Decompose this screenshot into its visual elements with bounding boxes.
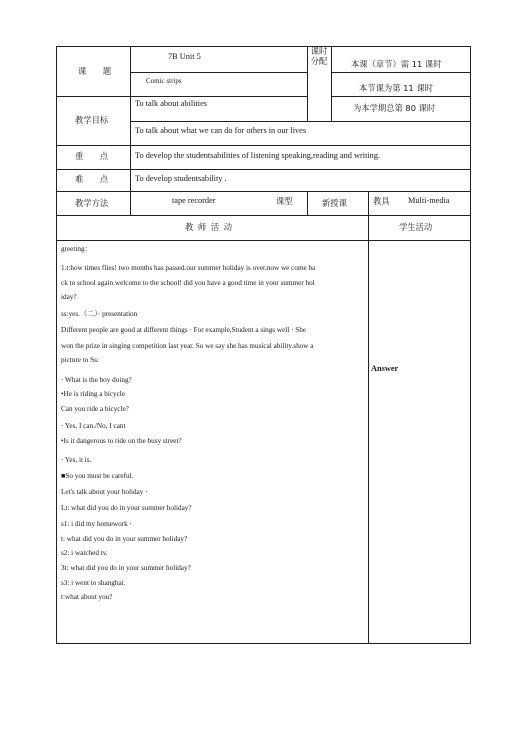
activity-line: Lt: what did you do in your summer holiday? — [61, 504, 192, 512]
table-border-bottom — [56, 643, 471, 644]
time-cell-current: 本节课为第 11 课时 — [359, 83, 433, 93]
activity-line: won the prize in singing competition last year. So we say she has musical ability.show a — [61, 342, 314, 350]
activity-line: ss:yes.（二）· presentation — [61, 310, 138, 318]
time-cell-total: 本课（章节）需 11 课时 — [351, 59, 442, 69]
activity-line: · Yes, I can./No, I cant — [61, 422, 126, 430]
teacher-activity-header: 教 师 活 动 — [185, 222, 234, 232]
table-border-left — [56, 46, 57, 644]
col-divider — [307, 46, 308, 122]
objectives-label: 教学目标 — [75, 115, 109, 125]
col-divider — [130, 46, 131, 216]
student-answer: Answer — [371, 364, 399, 373]
activity-line: ck to school again.welcome to the school! did you have a good time in your summer hol — [61, 279, 315, 287]
col-divider — [368, 191, 369, 644]
activity-line: Can you ride a bicycle? — [61, 405, 129, 413]
lesson-type-label: 课型 — [276, 196, 293, 206]
activity-line: · Yes, it is. — [61, 456, 92, 464]
row-divider — [331, 72, 471, 73]
difficulty-text: To develop studentsability . — [135, 174, 227, 183]
activity-line: 1.t:how times flies! two months has passed.our summer holiday is over.now we come ba — [61, 264, 316, 272]
activity-line: s2: i watched tv. — [61, 549, 108, 557]
teaching-tool-label: 教具 — [373, 196, 390, 206]
activity-line: t: what did you do in your summer holiday? — [61, 535, 188, 543]
activity-line: picture to Ss: — [61, 356, 99, 364]
key-point-text: To develop the studentsabilities of listening speaking,reading and writing. — [135, 151, 381, 160]
objective-item: To talk about abilities — [135, 99, 208, 108]
activity-line: •He is riding a bicycle — [61, 390, 125, 398]
activity-line: Let's talk about your holiday · — [61, 488, 148, 496]
time-allocation-label: 课时分配 — [310, 46, 328, 66]
objective-item: To talk about what we can do for others in our lives — [135, 126, 307, 135]
activity-line: s1: i did my homework · — [61, 520, 132, 528]
row-divider — [56, 191, 471, 192]
row-divider — [56, 145, 471, 146]
topic-title: 7B Unit 5 — [168, 52, 201, 61]
topic-subtitle: Comic strips — [146, 77, 182, 85]
row-divider — [56, 169, 471, 170]
difficulty-label: 难 点 — [75, 174, 109, 184]
time-cell-semester: 为本学期总第 80 课时 — [353, 103, 436, 113]
activity-line: ■So you must be careful. — [61, 472, 134, 480]
key-point-label: 重 点 — [75, 151, 109, 161]
activity-line: Different people are good at different things · For example,Student a sings well · She — [61, 326, 307, 334]
activity-line: •Is it dangerous to ride on the busy street? — [61, 437, 182, 445]
method-value: tape recorder — [172, 196, 216, 205]
row-divider — [56, 240, 471, 241]
row-divider — [130, 121, 471, 122]
row-divider — [56, 96, 307, 97]
row-divider — [331, 96, 471, 97]
activity-line: · What is the boy doing? — [61, 376, 132, 384]
activity-line: 3t: what did you do in your summer holiday? — [61, 564, 191, 572]
method-label: 教学方法 — [75, 198, 109, 208]
activity-line: iday? — [61, 293, 77, 301]
table-border-top — [56, 46, 471, 47]
col-divider — [331, 46, 332, 122]
student-activity-header: 学生活动 — [399, 222, 433, 232]
table-border-right — [470, 46, 471, 644]
activity-line: greeting： — [61, 245, 92, 253]
row-divider — [130, 72, 307, 73]
lesson-type-value: 新授课 — [322, 198, 347, 208]
activity-line: t:what about you? — [61, 593, 113, 601]
row-divider — [56, 215, 471, 216]
activity-line: s3: i went to shanghai. — [61, 579, 126, 587]
teaching-tool-value: Multi-media — [408, 196, 450, 205]
topic-label: 课 题 — [78, 66, 112, 76]
col-divider — [307, 191, 308, 216]
